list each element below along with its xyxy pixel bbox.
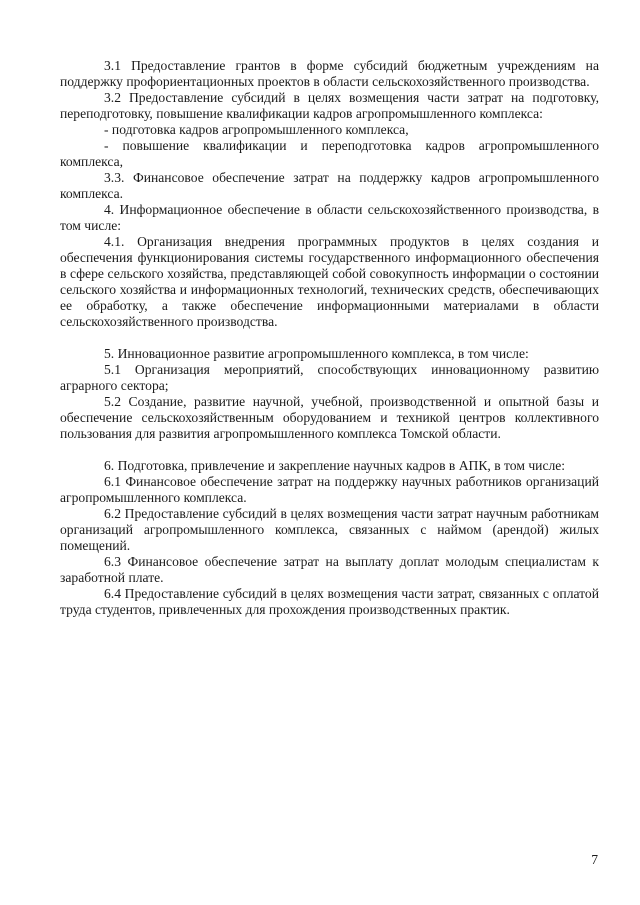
- paragraph-6-3: 6.3 Финансовое обеспечение затрат на выплату доплат молодым специалистам к заработной плате.: [60, 554, 599, 585]
- document-body: [60, 58, 599, 618]
- paragraph-6-1: 6.1 Финансовое обеспечение затрат на поддержку научных работников организаций агропромышленного комплекса.: [60, 474, 599, 505]
- paragraph-4: 4. Информационное обеспечение в области сельскохозяйственного производства, в том числе:: [60, 202, 599, 233]
- list-item-training: - подготовка кадров агропромышленного комплекса,: [104, 122, 409, 137]
- paragraph-4-1: 4.1. Организация внедрения программных продуктов в целях создания и обеспечения функционирования системы государственного информационного обеспечения в сфере сельского хозяйства, представляющей собой совокупность информации о состоянии сельского хозяйства и информационных технологий, технических средств, обеспечивающих ее обработку, а также обеспечение информационными материалами в области сельскохозяйственного производства.: [60, 234, 599, 329]
- paragraph-6: 6. Подготовка, привлечение и закрепление научных кадров в АПК, в том числе:: [104, 458, 566, 473]
- page-number: 7: [591, 852, 598, 867]
- paragraph-3-1: 3.1 Предоставление грантов в форме субсидий бюджетным учреждениям на поддержку профориентационных проектов в области сельскохозяйственного производства.: [60, 58, 599, 89]
- paragraph-3-2: 3.2 Предоставление субсидий в целях возмещения части затрат на подготовку, переподготовку, повышение квалификации кадров агропромышленного комплекса:: [60, 90, 599, 121]
- paragraph-3-3: 3.3. Финансовое обеспечение затрат на поддержку кадров агропромышленного комплекса.: [60, 170, 599, 201]
- paragraph-5-2: 5.2 Создание, развитие научной, учебной, производственной и опытной базы и обеспечение сельскохозяйственным оборудованием и техникой центров коллективного пользования для развития агропромышленного комплекса Томской области.: [60, 394, 599, 441]
- paragraph-5-1: 5.1 Организация мероприятий, способствующих инновационному развитию аграрного сектора;: [60, 362, 599, 393]
- paragraph-6-2: 6.2 Предоставление субсидий в целях возмещения части затрат научным работникам организаций агропромышленного комплекса, связанных с наймом (арендой) жилых помещений.: [60, 506, 599, 553]
- paragraph-5: 5. Инновационное развитие агропромышленного комплекса, в том числе:: [104, 346, 529, 361]
- list-item-qualification: - повышение квалификации и переподготовка кадров агропромышленного комплекса,: [60, 138, 599, 169]
- paragraph-6-4: 6.4 Предоставление субсидий в целях возмещения части затрат, связанных с оплатой труда студентов, привлеченных для прохождения производственных практик.: [60, 586, 599, 617]
- paragraph-gap: [60, 330, 599, 346]
- paragraph-gap: [60, 442, 599, 458]
